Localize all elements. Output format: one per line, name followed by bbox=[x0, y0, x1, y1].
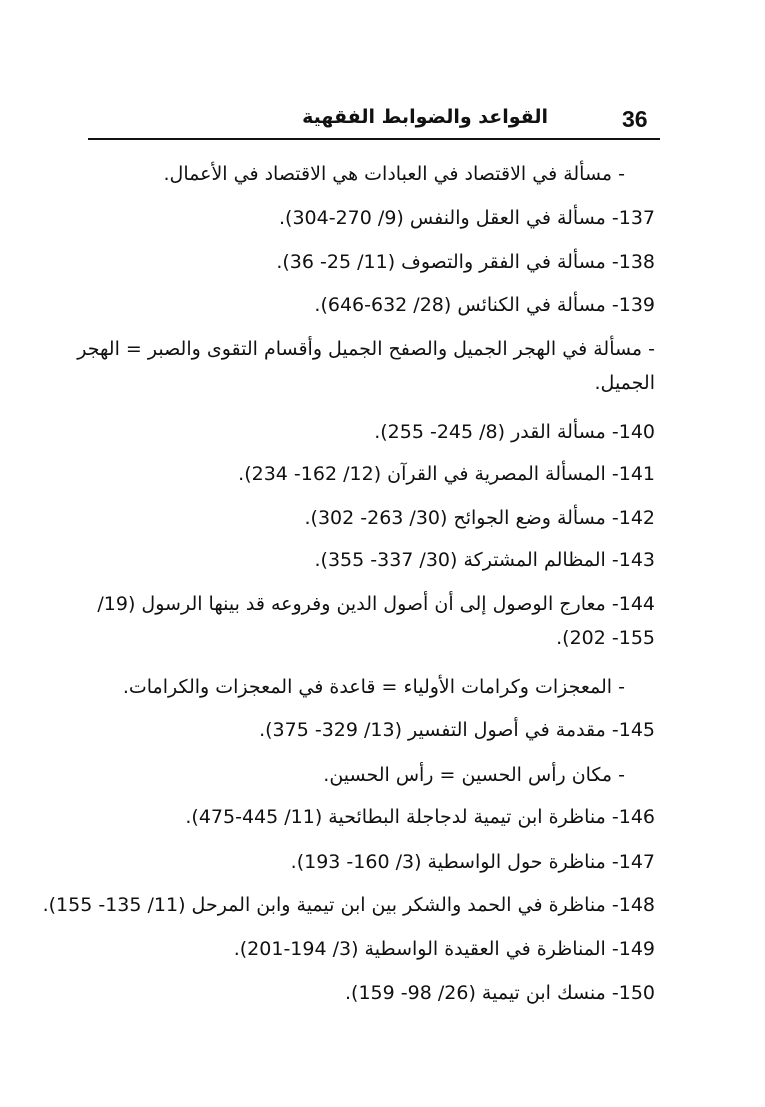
index-entry: 146- مناظرة ابن تيمية لدجاجلة البطائحية (11/ 445-475). bbox=[185, 806, 655, 828]
index-entry: - مسألة في الهجر الجميل والصفح الجميل وأقسام التقوى والصبر = الهجر الجميل. bbox=[77, 338, 655, 394]
index-entry: 143- المظالم المشتركة (30/ 337- 355). bbox=[314, 549, 655, 571]
index-entry: 148- مناظرة في الحمد والشكر بين ابن تيمية وابن المرحل (11/ 135- 155). bbox=[42, 894, 655, 916]
index-entry: 139- مسألة في الكنائس (28/ 632-646). bbox=[314, 294, 655, 316]
index-entry: 137- مسألة في العقل والنفس (9/ 270-304). bbox=[279, 207, 655, 229]
index-entry: 140- مسألة القدر (8/ 245- 255). bbox=[374, 421, 655, 443]
index-entry: 144- معارج الوصول إلى أن أصول الدين وفروعه قد بينها الرسول (19/ 155- 202). bbox=[97, 593, 655, 649]
index-entry: 147- مناظرة حول الواسطية (3/ 160- 193). bbox=[290, 851, 655, 873]
index-entry: 145- مقدمة في أصول التفسير (13/ 329- 375). bbox=[259, 719, 655, 741]
index-entry: - مسألة في الاقتصاد في العبادات هي الاقتصاد في الأعمال. bbox=[163, 163, 625, 185]
index-entry: 150- منسك ابن تيمية (26/ 98- 159). bbox=[345, 982, 655, 1004]
index-entry: 141- المسألة المصرية في القرآن (12/ 162- 234). bbox=[238, 463, 655, 485]
index-entry: - المعجزات وكرامات الأولياء = قاعدة في المعجزات والكرامات. bbox=[122, 676, 625, 698]
index-entry: 142- مسألة وضع الجوائح (30/ 263- 302). bbox=[304, 507, 655, 529]
running-title: القواعد والضوابط الفقهية bbox=[302, 106, 548, 128]
index-entry: 138- مسألة في الفقر والتصوف (11/ 25- 36). bbox=[276, 251, 655, 273]
index-entry: - مكان رأس الحسين = رأس الحسين. bbox=[323, 764, 625, 786]
index-entry: 149- المناظرة في العقيدة الواسطية (3/ 194-201). bbox=[233, 938, 655, 960]
page-number: 36 bbox=[622, 106, 648, 132]
